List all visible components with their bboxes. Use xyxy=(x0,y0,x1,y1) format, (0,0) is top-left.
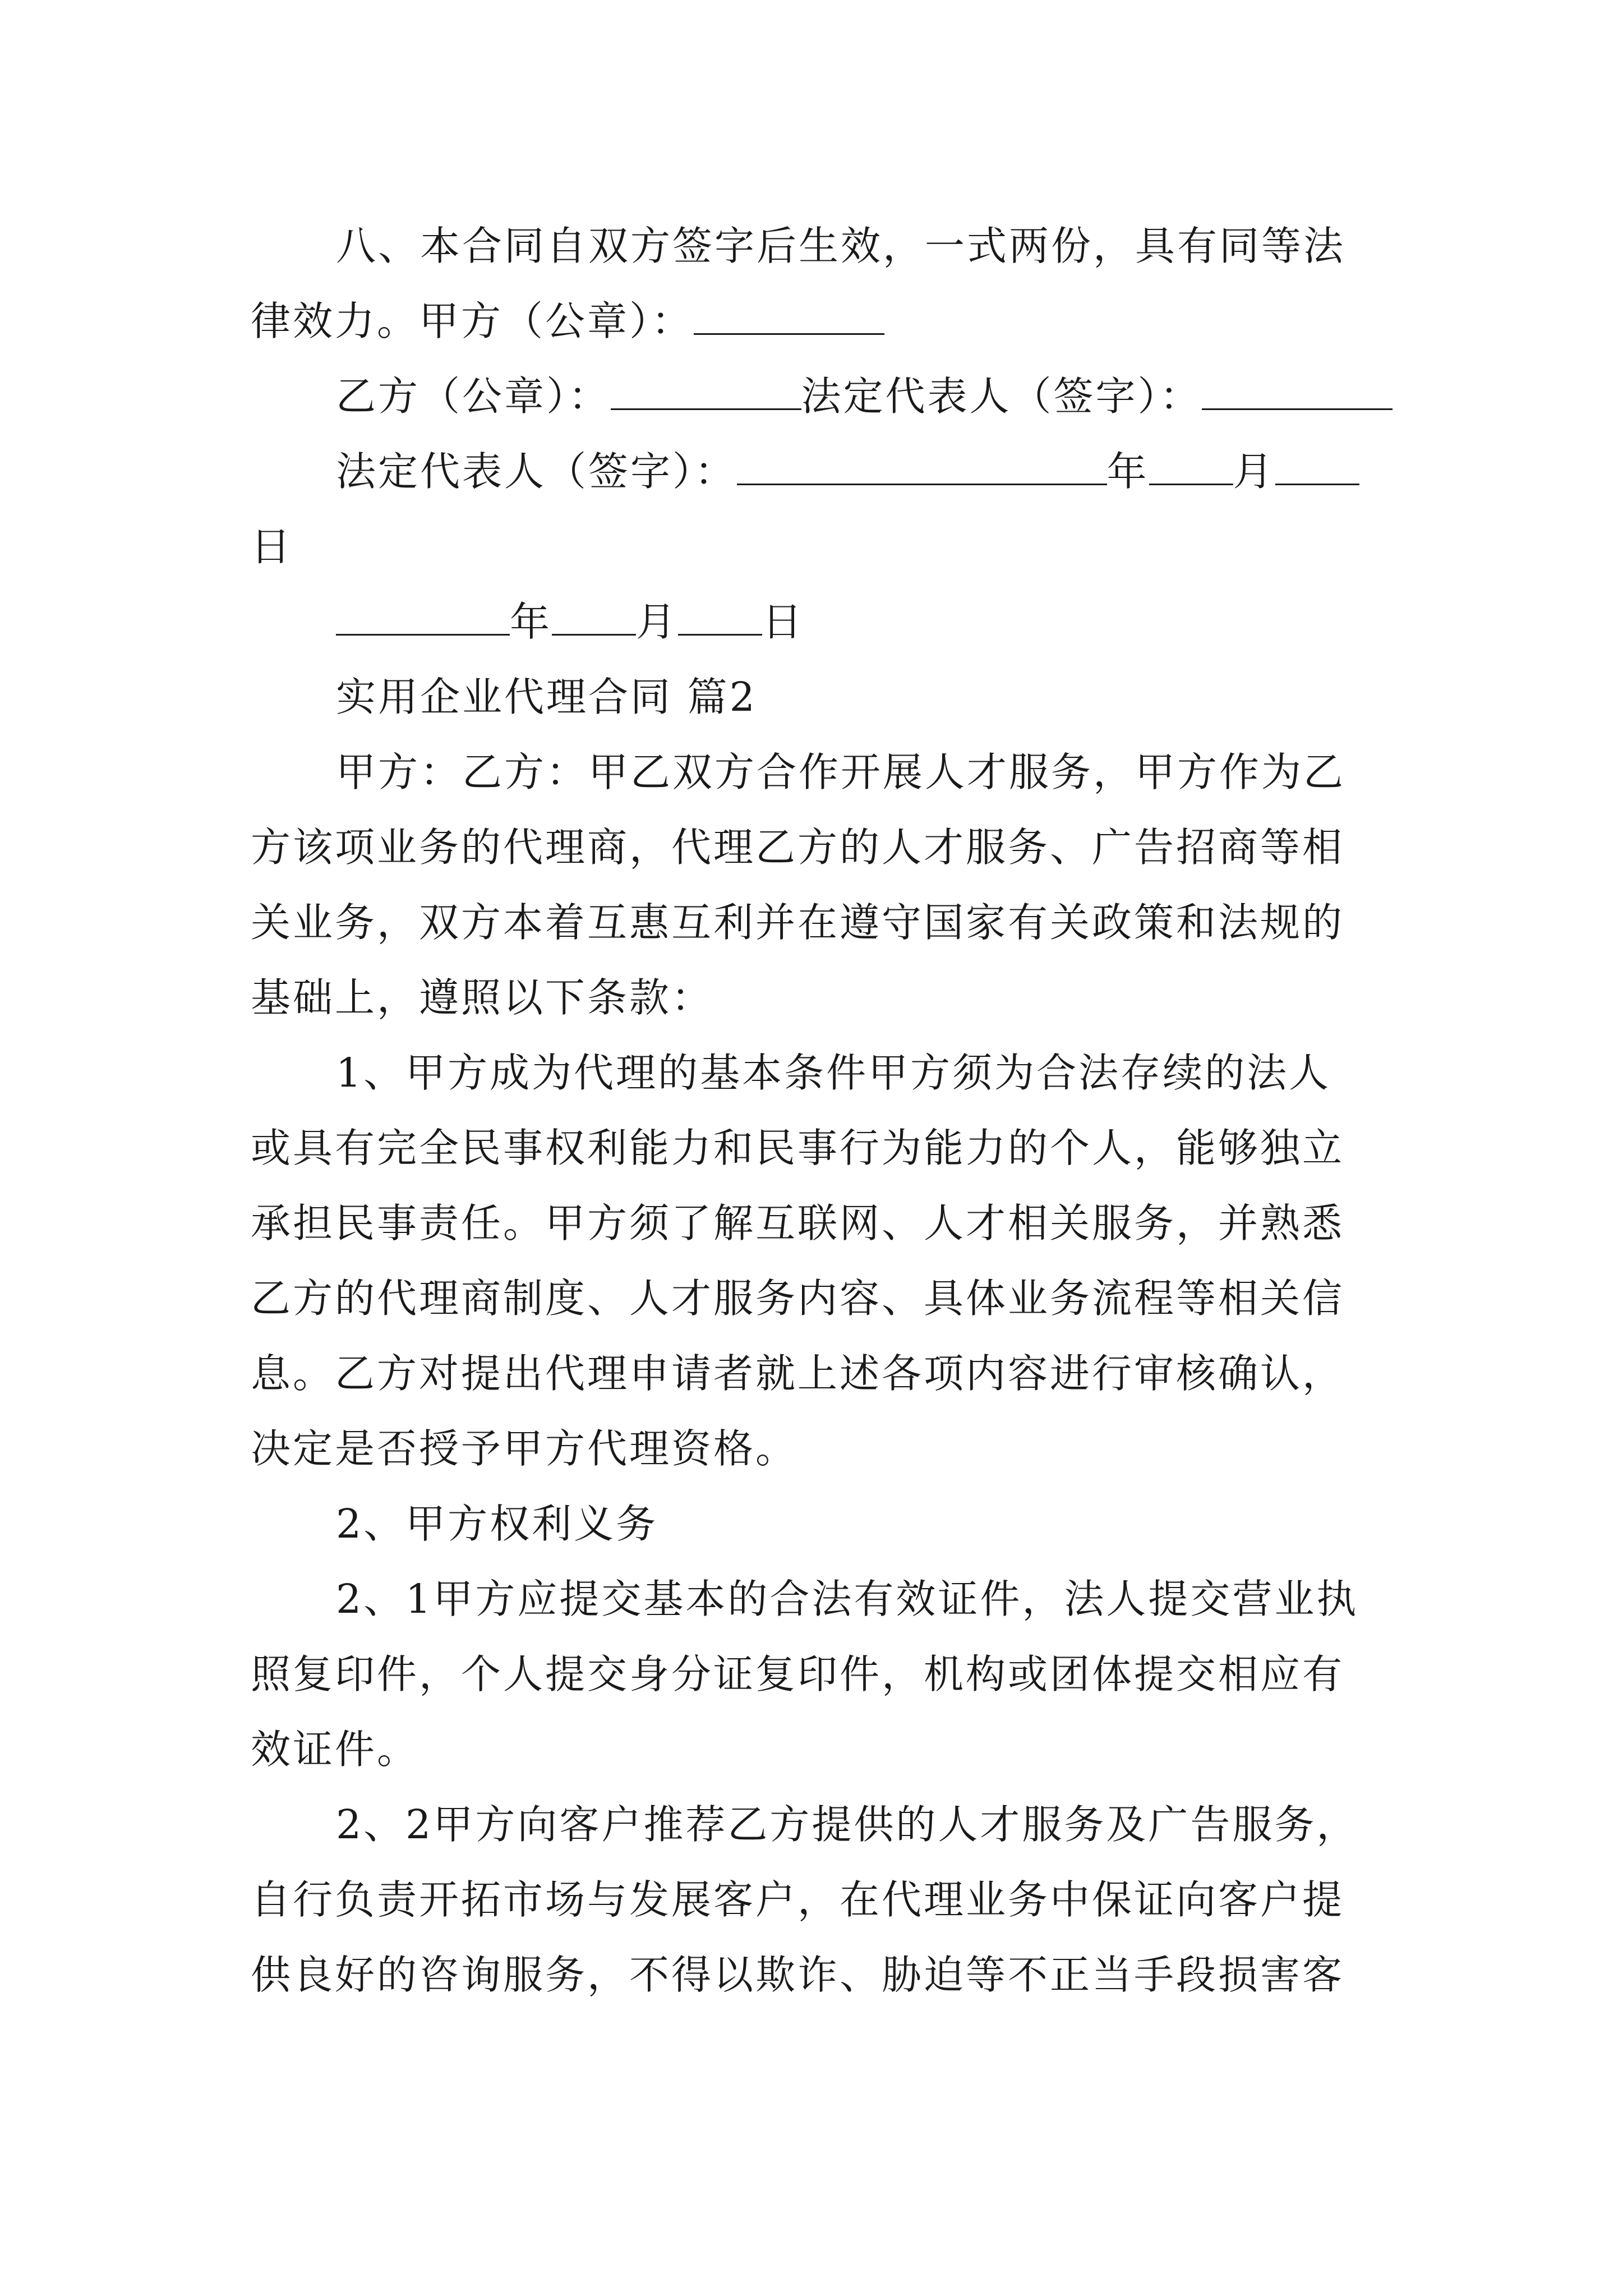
rep-month-blank xyxy=(1149,448,1233,485)
date-month-label: 月 xyxy=(636,599,679,645)
item-2-1-line: 效证件。 xyxy=(251,1726,419,1773)
item-1-line: 或具有完全民事权利能力和民事行为能力的个人，能够独立 xyxy=(251,1125,1345,1171)
clause-8-line-2 xyxy=(251,284,1384,359)
date-month-blank xyxy=(552,598,636,636)
date-day-label: 日 xyxy=(762,599,805,645)
item-1-line: 1、甲方成为代理的基本条件甲方须为合法存续的法人 xyxy=(336,1050,1331,1096)
item-1-line: 乙方的代理商制度、人才服务内容、具体业务流程等相关信 xyxy=(251,1275,1345,1322)
item-2-2-line: 供良好的咨询服务，不得以欺诈、胁迫等不正当手段损害客 xyxy=(251,1952,1345,1998)
intro-line: 关业务，双方本着互惠互利并在遵守国家有关政策和法规的 xyxy=(251,899,1345,946)
rep-year-label: 年 xyxy=(1106,448,1149,495)
item-2-1-line: 2、1甲方应提交基本的合法有效证件，法人提交营业执 xyxy=(336,1576,1359,1622)
item-2-title: 2、甲方权利义务 xyxy=(336,1501,658,1547)
item-1-line: 承担民事责任。甲方须了解互联网、人才相关服务，并熟悉 xyxy=(251,1200,1345,1246)
party-b-seal-label: 乙方（公章）： xyxy=(336,373,611,420)
intro-line: 方该项业务的代理商，代理乙方的人才服务、广告招商等相 xyxy=(251,824,1345,871)
party-b-rep-blank xyxy=(1202,372,1393,410)
item-1-line: 决定是否授予甲方代理资格。 xyxy=(251,1425,798,1472)
party-b-rep-label: 法定代表人（签字）： xyxy=(801,373,1202,420)
rep-sign-line xyxy=(251,434,1384,509)
section-title: 实用企业代理合同 篇2 xyxy=(336,674,757,720)
party-b-seal-blank xyxy=(611,372,801,410)
rep-day-blank xyxy=(1275,448,1359,485)
date-day-blank xyxy=(678,598,762,636)
date-year-blank xyxy=(336,598,510,636)
item-2-2-line: 自行负责开拓市场与发展客户，在代理业务中保证向客户提 xyxy=(251,1876,1345,1923)
item-1-line: 息。乙方对提出代理申请者就上述各项内容进行审核确认， xyxy=(251,1350,1345,1397)
rep-sign-label: 法定代表人（签字）： xyxy=(336,448,737,495)
clause-8-line-1: 八、本合同自双方签字后生效，一式两份，具有同等法 xyxy=(336,223,1346,269)
party-a-seal-label: 律效力。甲方（公章）： xyxy=(251,298,694,344)
date-line xyxy=(251,585,1384,660)
item-2-1-line: 照复印件，个人提交身分证复印件，机构或团体提交相应有 xyxy=(251,1651,1345,1697)
party-a-seal-blank xyxy=(694,297,884,335)
document-body xyxy=(251,209,1384,2013)
rep-sign-blank xyxy=(737,448,1107,485)
rep-day-line: 日 xyxy=(251,523,293,570)
date-year-label: 年 xyxy=(510,599,552,645)
item-2-2-line: 2、2甲方向客户推荐乙方提供的人才服务及广告服务， xyxy=(336,1801,1359,1848)
intro-line: 基础上，遵照以下条款： xyxy=(251,974,714,1021)
rep-month-label: 月 xyxy=(1233,448,1275,495)
party-b-line xyxy=(251,359,1384,434)
intro-line: 甲方：乙方：甲乙双方合作开展人才服务，甲方作为乙 xyxy=(336,749,1346,795)
